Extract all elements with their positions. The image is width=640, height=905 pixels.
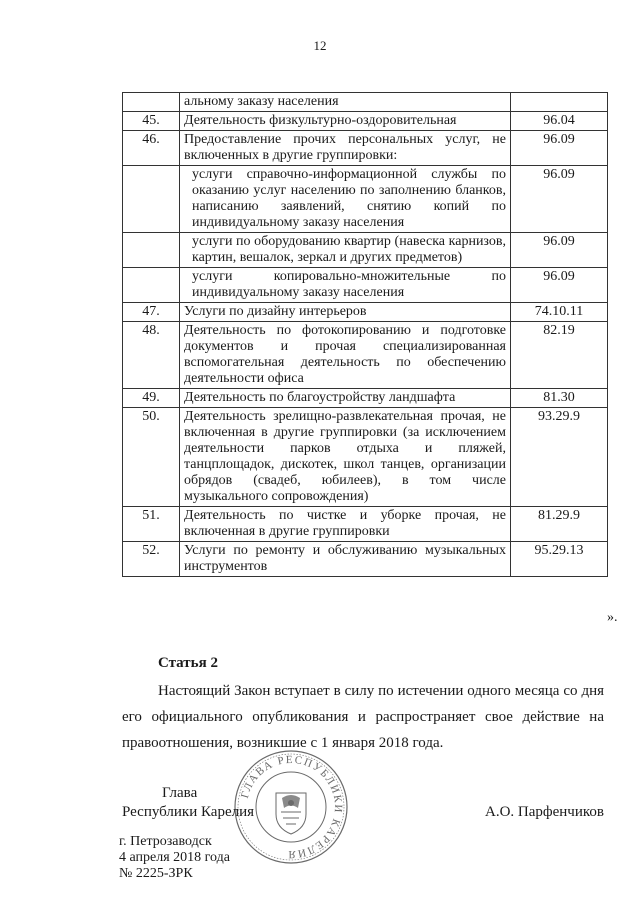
row-description: услуги копировально-множительные по индивидуальному заказу населения <box>180 268 511 303</box>
signatory-title-line1: Глава <box>162 785 198 801</box>
row-number: 50. <box>123 408 180 507</box>
law-number: № 2225-ЗРК <box>119 866 193 881</box>
table-row <box>123 408 608 507</box>
row-code: 81.30 <box>511 389 608 408</box>
signatory-name: А.О. Парфенчиков <box>485 804 604 820</box>
row-number: 48. <box>123 322 180 389</box>
row-description: Деятельность по благоустройству ландшафта <box>180 389 511 408</box>
row-number: 52. <box>123 542 180 577</box>
row-description: Услуги по ремонту и обслуживанию музыкальных инструментов <box>180 542 511 577</box>
row-code: 96.09 <box>511 268 608 303</box>
row-number <box>123 93 180 112</box>
svg-text:ГЛАВА РЕСПУБЛИКИ КАРЕЛИЯ: ГЛАВА РЕСПУБЛИКИ КАРЕЛИЯ <box>238 753 345 861</box>
row-code: 95.29.13 <box>511 542 608 577</box>
row-description: услуги по оборудованию квартир (навеска карнизов, картин, вешалок, зеркал и других предметов) <box>180 233 511 268</box>
row-description: Деятельность физкультурно-оздоровительная <box>180 112 511 131</box>
city: г. Петрозаводск <box>119 834 212 849</box>
place-date-block <box>119 834 230 882</box>
table-row <box>123 389 608 408</box>
row-code: 96.09 <box>511 166 608 233</box>
table-row <box>123 93 608 112</box>
table-row <box>123 131 608 166</box>
row-code: 81.29.9 <box>511 507 608 542</box>
article-text: Настоящий Закон вступает в силу по истечении одного месяца со дня его официального опубликования и распространяет свое действие на правоотношения, возникшие с 1 января 2018 года. <box>122 683 604 751</box>
row-number: 47. <box>123 303 180 322</box>
row-number <box>123 233 180 268</box>
row-code <box>511 93 608 112</box>
page-number: 12 <box>313 38 327 53</box>
row-description: Деятельность по фотокопированию и подготовке документов и прочая специализированная вспомогательная деятельность по обеспечению деятельности офиса <box>180 322 511 389</box>
signatory-title-line2: Республики Карелия <box>122 804 255 820</box>
table-row <box>123 112 608 131</box>
row-description: Деятельность по чистке и уборке прочая, не включенная в другие группировки <box>180 507 511 542</box>
date: 4 апреля 2018 года <box>119 850 230 865</box>
row-code: 93.29.9 <box>511 408 608 507</box>
table-row <box>123 166 608 233</box>
row-code: 74.10.11 <box>511 303 608 322</box>
table-body <box>123 93 608 577</box>
row-number: 49. <box>123 389 180 408</box>
article-title: Статья 2 <box>158 655 218 671</box>
table-row <box>123 303 608 322</box>
row-description: Предоставление прочих персональных услуг, не включенных в другие группировки: <box>180 131 511 166</box>
row-number: 45. <box>123 112 180 131</box>
row-description: альному заказу населения <box>180 93 511 112</box>
row-number <box>123 166 180 233</box>
row-code: 96.09 <box>511 131 608 166</box>
table-row <box>123 507 608 542</box>
row-number <box>123 268 180 303</box>
row-description: Услуги по дизайну интерьеров <box>180 303 511 322</box>
closing-quote: ». <box>607 610 618 625</box>
table-row <box>123 268 608 303</box>
row-number: 46. <box>123 131 180 166</box>
signatory-title <box>122 784 322 822</box>
activity-codes-table <box>122 92 608 577</box>
row-description: услуги справочно-информационной службы по оказанию услуг населению по заполнению бланков, написанию заявлений, снятию копий по индивидуальному заказу населения <box>180 166 511 233</box>
table-row <box>123 542 608 577</box>
row-code: 82.19 <box>511 322 608 389</box>
table-row <box>123 233 608 268</box>
row-code: 96.04 <box>511 112 608 131</box>
row-description: Деятельность зрелищно-развлекательная прочая, не включенная в другие группировки (за исключением деятельности парков отдыха и пляжей, танцплощадок, дискотек, школ танцев, организации обрядов (свадеб, юбилеев), в том числе музыкального сопровождения) <box>180 408 511 507</box>
row-code: 96.09 <box>511 233 608 268</box>
table-row <box>123 322 608 389</box>
row-number: 51. <box>123 507 180 542</box>
